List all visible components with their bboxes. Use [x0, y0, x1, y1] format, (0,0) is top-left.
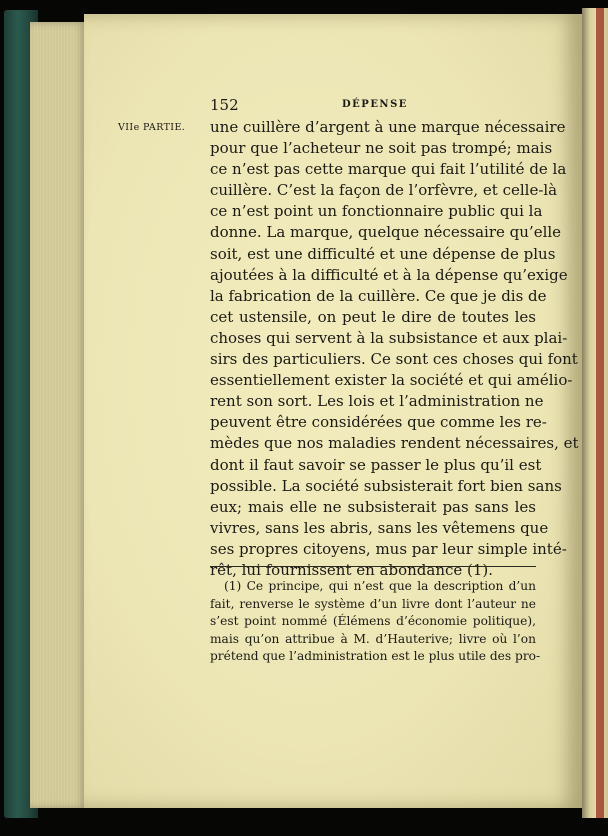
text-line: choses qui servent à la subsistance et aux plai- — [210, 328, 568, 347]
text-line: donne. La marque, quelque nécessaire qu’elle — [210, 223, 562, 242]
part-label: VIIe PARTIE. — [118, 122, 186, 133]
text-line: rent son sort. Les lois et l’administration ne — [210, 392, 544, 411]
page-edges — [30, 22, 86, 808]
page-number: 152 — [210, 96, 239, 114]
text-line: peuvent être considérées que comme les re- — [210, 413, 547, 432]
footnote-line: fait, renverse le système d’un livre dont l’auteur ne — [210, 596, 536, 611]
text-line: ce n’est pas cette marque qui fait l’utilité de la — [210, 160, 567, 179]
text-line: mèdes que nos maladies rendent nécessaires, et — [210, 434, 579, 453]
text-line: pour que l’acheteur ne soit pas trompé; mais — [210, 139, 553, 158]
text-line: rêt, lui fournissent en abondance (1). — [210, 560, 494, 579]
text-line: ce n’est point un fonctionnaire public qui la — [210, 202, 543, 221]
footnote-line: s’est point nommé (Élémens d’économie politique), — [210, 614, 536, 628]
footnote-rule — [210, 566, 536, 567]
text-line: cuillère. C’est la façon de l’orfèvre, et celle-là — [210, 181, 558, 200]
text-line: dont il faut savoir se passer le plus qu’il est — [210, 455, 542, 474]
text-line: une cuillère d’argent à une marque nécessaire — [210, 118, 566, 136]
footnote-line: (1) Ce principe, qui n’est que la description d’un — [224, 579, 536, 593]
text-line: la fabrication de la cuillère. Ce que je dis de — [210, 286, 547, 305]
text-line: ajoutées à la difficulté et à la dépense qu’exige — [210, 265, 568, 284]
footnote — [210, 578, 541, 666]
text-line: cet ustensile, on peut le dire de toutes les — [210, 307, 536, 326]
red-page-edge — [596, 8, 604, 818]
facing-page-edge — [582, 8, 608, 818]
text-line: ses propres citoyens, mus par leur simple inté- — [210, 539, 567, 558]
page-header — [210, 96, 540, 114]
running-head: DÉPENSE — [342, 99, 408, 110]
footnote-line: mais qu’on attribue à M. d’Hauterive; livre où l’on — [210, 631, 536, 646]
text-line: possible. La société subsisterait fort bien sans — [210, 476, 562, 495]
main-text — [210, 117, 579, 581]
text-line: sirs des particuliers. Ce sont ces choses qui font — [210, 350, 578, 369]
footnote-line: prétend que l’administration est le plus utile des pro- — [210, 649, 541, 663]
text-line: soit, est une difficulté et une dépense de plus — [210, 244, 556, 263]
text-line: eux; mais elle ne subsisterait pas sans les — [210, 497, 536, 516]
text-line: vivres, sans les abris, sans les vêtemens que — [210, 518, 549, 537]
text-line: essentiellement exister la société et qui amélio- — [210, 371, 573, 390]
